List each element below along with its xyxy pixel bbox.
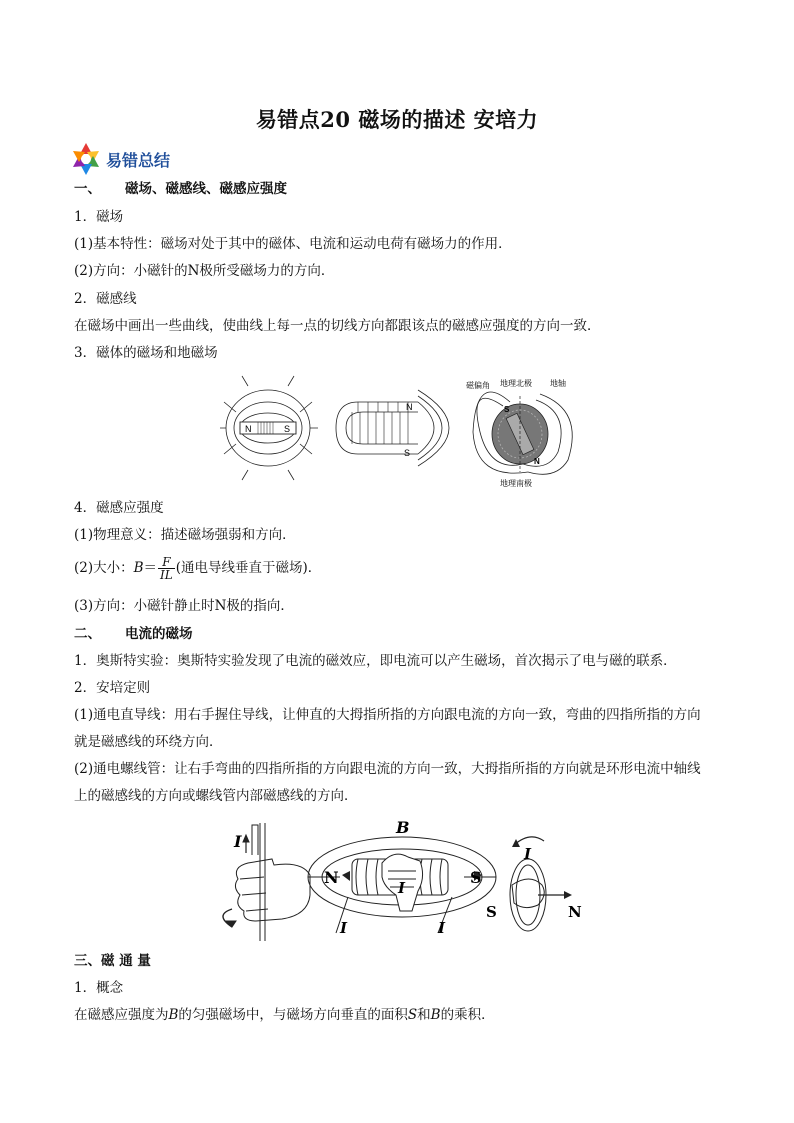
right-hand-rule-figure bbox=[212, 815, 592, 945]
concept-b2: B bbox=[430, 1007, 441, 1023]
wire-current-label: I bbox=[234, 832, 242, 851]
item-solenoid-1: (2)通电螺线管：让右手弯曲的四指所指的方向跟电流的方向一致，大拇指所指的方向就是环形电流中轴线 bbox=[74, 761, 701, 777]
concept-b: B bbox=[168, 1007, 179, 1023]
horse-s-label: S bbox=[404, 448, 411, 458]
item-1a: (1)基本特性：磁场对处于其中的磁体、电流和运动电荷有磁场力的作用． bbox=[74, 236, 512, 252]
summary-badge bbox=[70, 142, 170, 176]
bar-s-label: S bbox=[284, 424, 291, 434]
formula-numerator: F bbox=[158, 556, 175, 569]
earth-axis-label: 地轴 bbox=[550, 379, 566, 388]
item-4b-formula bbox=[74, 556, 321, 581]
ring-s-label: S bbox=[486, 903, 497, 921]
ring-n-label: N bbox=[568, 903, 582, 921]
section-1-title: 磁场、磁感线、磁感应强度 bbox=[125, 181, 287, 197]
item-concept: 1．概念 bbox=[74, 980, 124, 996]
formula-b: B bbox=[133, 560, 144, 576]
formula-suffix: (通电导线垂直于磁场)． bbox=[175, 560, 322, 576]
ring-current-label: I bbox=[524, 845, 532, 863]
horse-n-label: N bbox=[406, 402, 413, 412]
solenoid-current-mid: I bbox=[398, 879, 406, 897]
solenoid-b-label: B bbox=[396, 818, 410, 837]
concept-text-3: 和 bbox=[417, 1007, 431, 1023]
section-1-number: 一、 bbox=[74, 181, 101, 197]
section-2-number: 二、 bbox=[74, 626, 101, 642]
earth-s-label: S bbox=[504, 405, 510, 414]
item-2-field-lines: 2．磁感线 bbox=[74, 291, 137, 307]
magnet-field-figure bbox=[218, 372, 588, 492]
earth-n-label: N bbox=[534, 457, 540, 466]
item-1b: (2)方向：小磁针的N极所受磁场力的方向． bbox=[74, 263, 335, 279]
star-icon bbox=[70, 142, 102, 176]
badge-label: 易错总结 bbox=[106, 150, 171, 170]
concept-text-4: 的乘积． bbox=[440, 1007, 495, 1023]
concept-text-1: 在磁感应强度为 bbox=[74, 1007, 169, 1023]
section-2-heading bbox=[74, 625, 193, 643]
formula-equals: ＝ bbox=[143, 560, 158, 576]
earth-north-pole-label: 地理北极 bbox=[500, 379, 532, 388]
item-4a: (1)物理意义：描述磁场强弱和方向． bbox=[74, 527, 296, 543]
formula-prefix: (2)大小： bbox=[74, 560, 134, 576]
item-2a: 在磁场中画出一些曲线，使曲线上每一点的切线方向都跟该点的磁感应强度的方向一致． bbox=[74, 318, 601, 334]
formula-fraction bbox=[158, 556, 175, 581]
solenoid-current-left: I bbox=[340, 919, 348, 937]
concept-text-2: 的匀强磁场中，与磁场方向垂直的面积 bbox=[178, 1007, 408, 1023]
item-concept-text bbox=[74, 1006, 495, 1024]
item-1-magnetic-field: 1．磁场 bbox=[74, 209, 124, 225]
formula-denominator: IL bbox=[160, 568, 173, 582]
item-oersted: 1．奥斯特实验：奥斯特实验发现了电流的磁效应，即电流可以产生磁场，首次揭示了电与磁的联系． bbox=[74, 653, 677, 669]
section-2-title: 电流的磁场 bbox=[125, 626, 193, 642]
item-straight-wire-1: (1)通电直导线：用右手握住导线，让伸直的大拇指所指的方向跟电流的方向一致，弯曲的四指所指的方向 bbox=[74, 707, 701, 723]
item-3-magnet-earth-field: 3．磁体的磁场和地磁场 bbox=[74, 345, 218, 361]
item-4c: (3)方向：小磁针静止时N极的指向． bbox=[74, 598, 294, 614]
item-straight-wire-2: 就是磁感线的环绕方向． bbox=[74, 734, 223, 750]
page-title: 易错点20 磁场的描述 安培力 bbox=[255, 107, 539, 132]
item-solenoid-2: 上的磁感线的方向或螺线管内部磁感线的方向． bbox=[74, 788, 358, 804]
solenoid-s-label: S bbox=[470, 868, 482, 887]
concept-s: S bbox=[407, 1007, 418, 1023]
solenoid-current-right: I bbox=[438, 919, 446, 937]
earth-south-pole-label: 地理南极 bbox=[500, 479, 532, 488]
earth-declination-label: 磁偏角 bbox=[466, 381, 490, 390]
section-3-heading: 三、磁 通 量 bbox=[74, 953, 151, 969]
section-1-heading bbox=[74, 180, 287, 198]
item-4-flux-density: 4．磁感应强度 bbox=[74, 500, 164, 516]
bar-n-label: N bbox=[245, 424, 252, 434]
item-ampere-rule: 2．安培定则 bbox=[74, 680, 151, 696]
solenoid-n-label: N bbox=[324, 868, 339, 887]
